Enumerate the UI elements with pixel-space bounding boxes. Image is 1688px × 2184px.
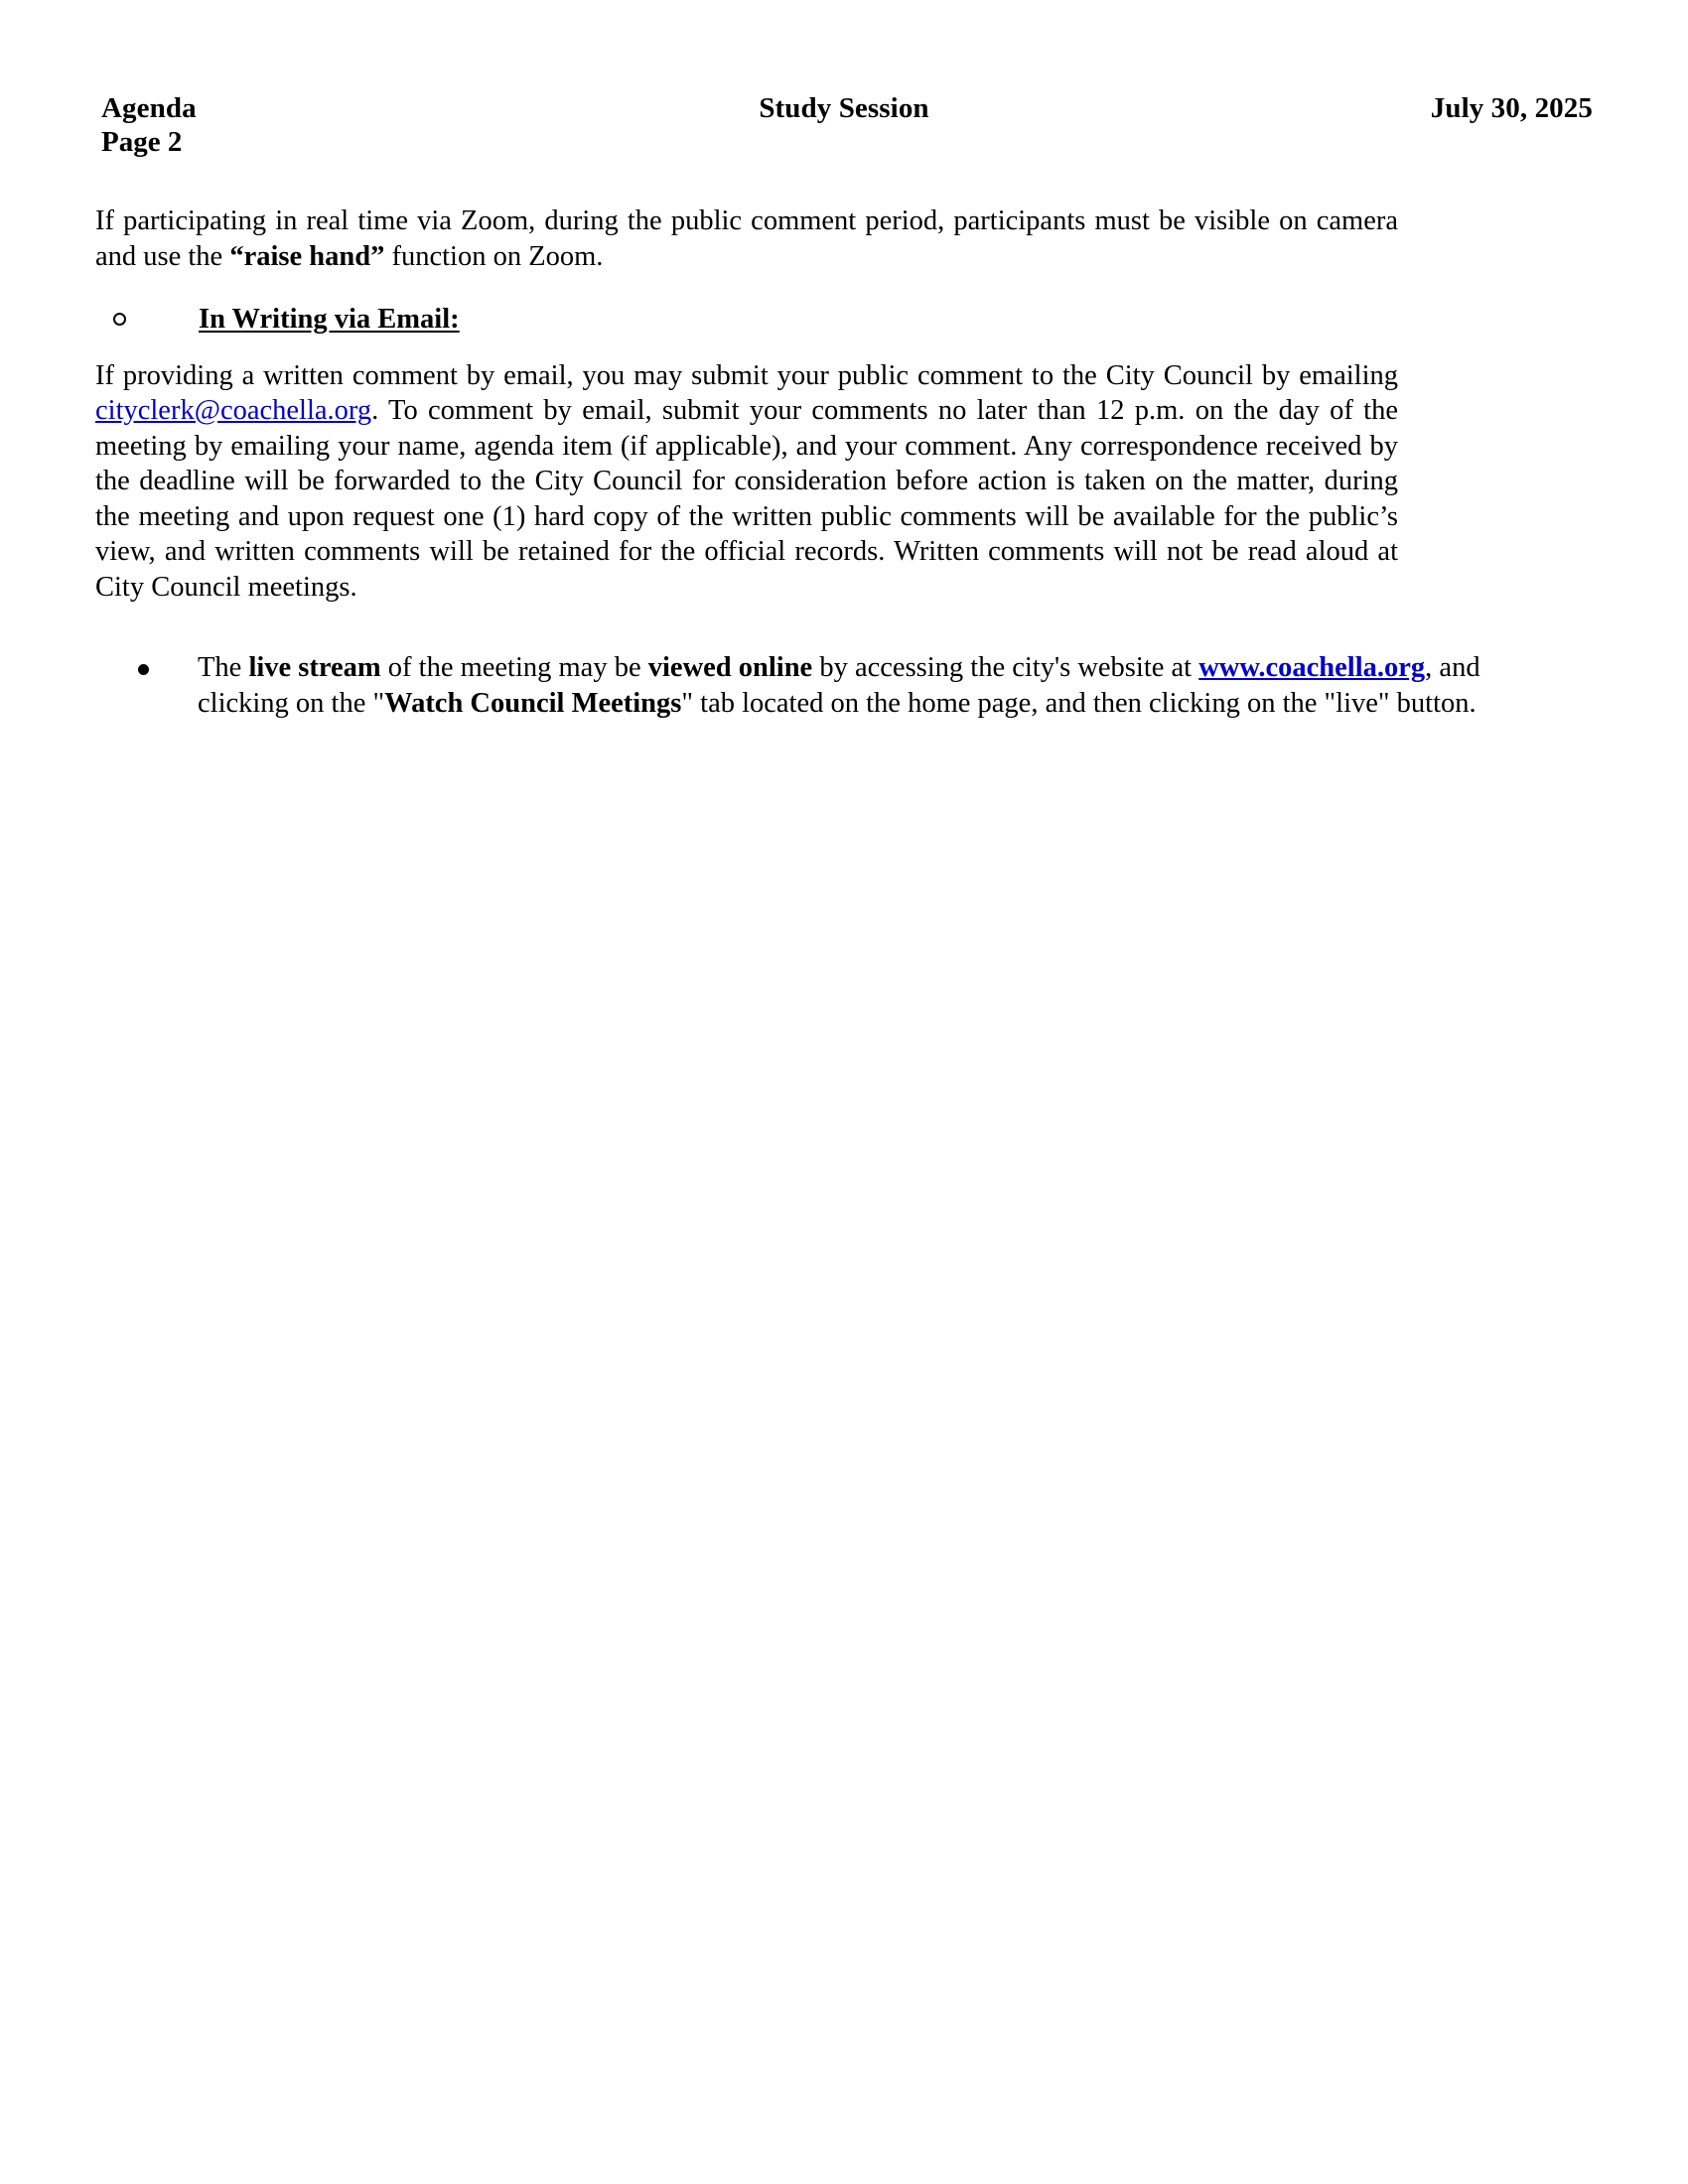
zoom-paragraph-text-after: function on Zoom.	[384, 240, 604, 272]
live-stream-segment-five: " tab located on the home page, and then clicking on the "live" button.	[681, 687, 1477, 719]
email-section-heading-text: In Writing via Email	[199, 304, 451, 335]
live-stream-segment-three: by accessing the city's website at	[812, 652, 1199, 683]
header-meeting-date: July 30, 2025	[1430, 92, 1593, 124]
disc-bullet-icon	[138, 664, 149, 675]
header-page-number: Page 2	[101, 126, 183, 158]
zoom-participation-paragraph	[95, 204, 1398, 274]
city-website-link[interactable]: www.coachella.org	[1198, 652, 1426, 683]
email-section-heading-colon: :	[450, 304, 460, 335]
zoom-paragraph-text-before: If participating in real time via Zoom, during the public comment period, participants must be visible on camera and use the	[95, 205, 1398, 272]
live-stream-segment-four: , and clicking on the "	[198, 652, 1480, 719]
page-header	[95, 91, 1593, 171]
email-section-heading	[199, 304, 460, 335]
email-paragraph-part-two: . To comment by email, submit your comments no later than 12 p.m. on the day of the meeting by emailing your name, agenda item (if applicable), and your comment. Any correspondence received by the deadline will be forwarded to the City Council for consideration before action is taken on the matter, during the meeting and upon request one (1) hard copy of the written public comments will be available for the public’s view, and written comments will be retained for the official records. Written comments will not be read aloud at City Council meetings.	[95, 395, 1398, 603]
header-document-title: Agenda	[101, 92, 197, 124]
email-paragraph-part-one: If providing a written comment by email, you may submit your public comment to the City Council by emailing	[95, 359, 1398, 391]
live-stream-segment-one: The	[198, 652, 249, 683]
live-stream-segment-two: of the meeting may be	[380, 652, 648, 683]
header-meeting-type: Study Session	[759, 92, 929, 124]
live-stream-bold-phrase: live stream	[248, 652, 381, 683]
spacer	[95, 274, 1597, 302]
watch-council-meetings-bold-phrase: Watch Council Meetings	[384, 687, 682, 719]
spacer	[95, 605, 1597, 650]
document-body	[95, 204, 1597, 721]
list-item-live-stream	[142, 650, 1502, 721]
raise-hand-bold-phrase: “raise hand”	[229, 240, 385, 272]
viewed-online-bold-phrase: viewed online	[647, 652, 813, 683]
circle-bullet-icon	[113, 313, 126, 326]
city-clerk-email-link[interactable]: cityclerk@coachella.org	[95, 395, 372, 426]
list-item-in-writing-via-email	[199, 302, 1501, 338]
live-stream-text	[198, 650, 1502, 721]
email-instructions-paragraph	[95, 358, 1398, 606]
header-row	[95, 91, 1593, 125]
spacer	[95, 338, 1597, 358]
